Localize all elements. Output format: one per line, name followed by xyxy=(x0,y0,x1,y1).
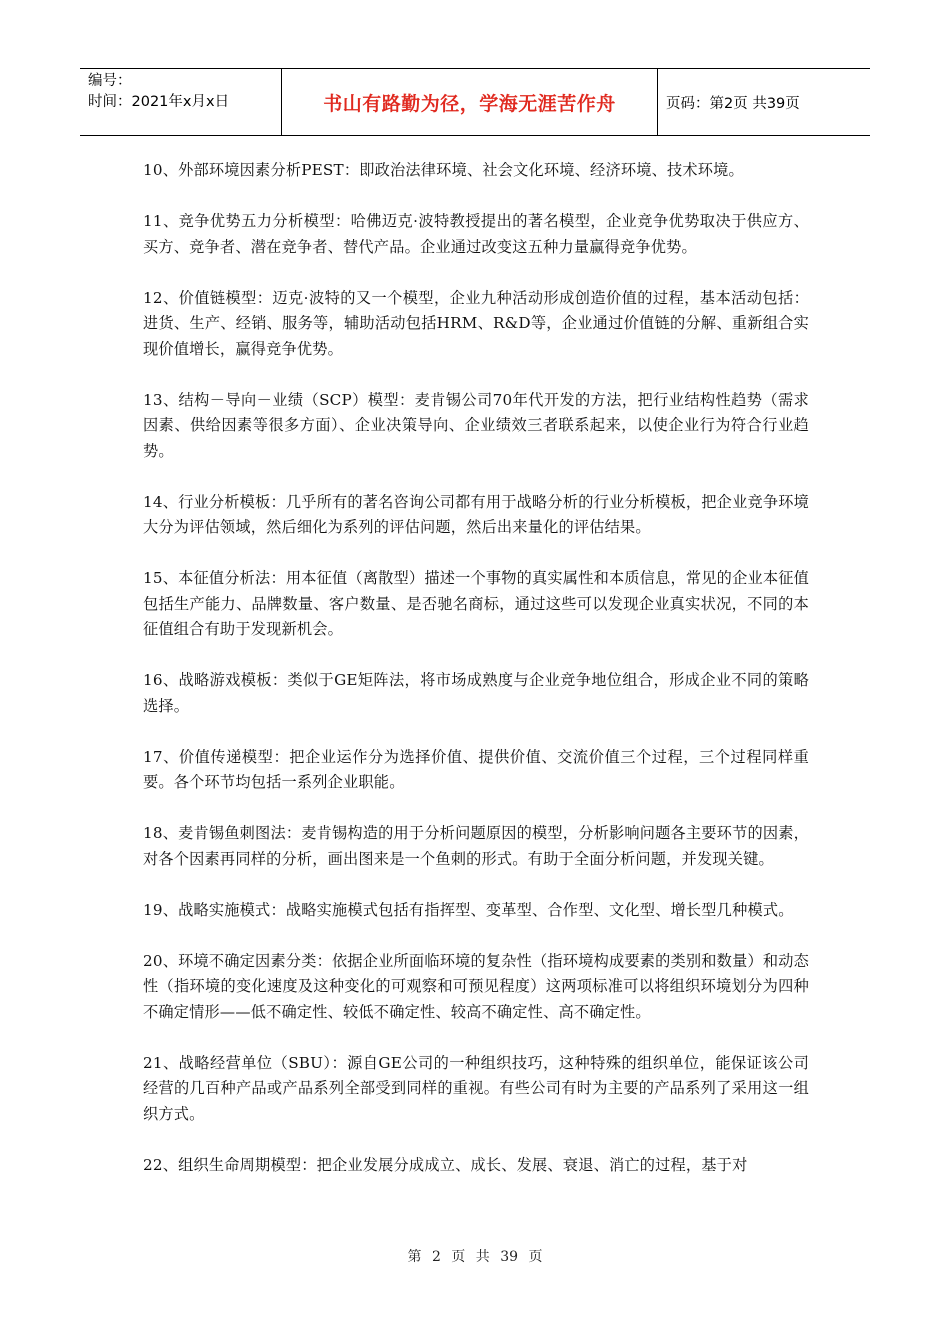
paragraph-10: 10、外部环境因素分析PEST：即政治法律环境、社会文化环境、经济环境、技术环境。 xyxy=(143,161,744,179)
paragraph-18: 18、麦肯锡鱼刺图法：麦肯锡构造的用于分析问题原因的模型，分析影响问题各主要环节的因素，对各个因素再同样的分析，画出图来是一个鱼刺的形式。有助于全面分析问题，并发现关键。 xyxy=(143,824,810,868)
paragraph-17: 17、价值传递模型：把企业运作分为选择价值、提供价值、交流价值三个过程，三个过程同样重要。各个环节均包括一系列企业职能。 xyxy=(143,747,809,791)
paragraph-12: 12、价值链模型：迈克·波特的又一个模型，企业九种活动形成创造价值的过程，基本活动包括：进货、生产、经销、服务等，辅助活动包括HRM、R&D等，企业通过价值链的分解、重新组合实现价值增长，赢得竞争优势。 xyxy=(143,288,809,358)
number-label: 编号： xyxy=(88,73,132,89)
paragraph-22: 22、组织生命周期模型：把企业发展分成成立、成长、发展、衰退、消亡的过程，基于对 xyxy=(143,1155,748,1174)
paragraph-16: 16、战略游戏模板：类似于GE矩阵法，将市场成熟度与企业竞争地位组合，形成企业不同的策略选择。 xyxy=(143,671,809,715)
paragraph-21: 21、战略经营单位（SBU）：源自GE公司的一种组织技巧，这种特殊的组织单位，能保证该公司经营的几百种产品或产品系列全部受到同样的重视。有些公司有时为主要的产品系列了采用这一组织方式。 xyxy=(143,1053,809,1123)
paragraph-13: 13、结构－导向－业绩（SCP）模型：麦肯锡公司70年代开发的方法，把行业结构性趋势（需求因素、供给因素等很多方面）、企业决策导向、企业绩效三者联系起来，以使企业行为符合行业趋势。 xyxy=(143,390,809,460)
paragraph-14: 14、行业分析模板：几乎所有的著名咨询公司都有用于战略分析的行业分析模板，把企业竞争环境大分为评估领域，然后细化为系列的评估问题，然后出来量化的评估结果。 xyxy=(143,492,810,536)
paragraph-19: 19、战略实施模式：战略实施模式包括有指挥型、变革型、合作型、文化型、增长型几种模式。 xyxy=(143,900,794,919)
paragraph-11: 11、竞争优势五力分析模型：哈佛迈克·波特教授提出的著名模型，企业竞争优势取决于供应方、买方、竞争者、潜在竞争者、替代产品。企业通过改变这五种力量赢得竞争优势。 xyxy=(143,212,809,256)
page-footer: 第 2 页 共 39 页 xyxy=(407,1249,543,1265)
time-label: 时间：2021年x月x日 xyxy=(88,94,230,110)
page-header xyxy=(80,68,870,136)
header-motto: 书山有路勤为径，学海无涯苦作舟 xyxy=(282,69,658,135)
header-page-info: 页码：第2页 共39页 xyxy=(666,95,800,112)
paragraph-15: 15、本征值分析法：用本征值（离散型）描述一个事物的真实属性和本质信息，常见的企业本征值包括生产能力、品牌数量、客户数量、是否驰名商标，通过这些可以发现企业真实状况，不同的本征值组合有助于发现新机会。 xyxy=(143,569,810,638)
document-body xyxy=(143,158,809,1204)
paragraph-20: 20、环境不确定因素分类：依据企业所面临环境的复杂性（指环境构成要素的类别和数量）和动态性（指环境的变化速度及这种变化的可观察和可预见程度）这两项标准可以将组织环境划分为四种不确定情形——低不确定性、较低不确定性、较高不确定性、高不确定性。 xyxy=(143,951,810,1021)
header-meta xyxy=(80,69,282,135)
